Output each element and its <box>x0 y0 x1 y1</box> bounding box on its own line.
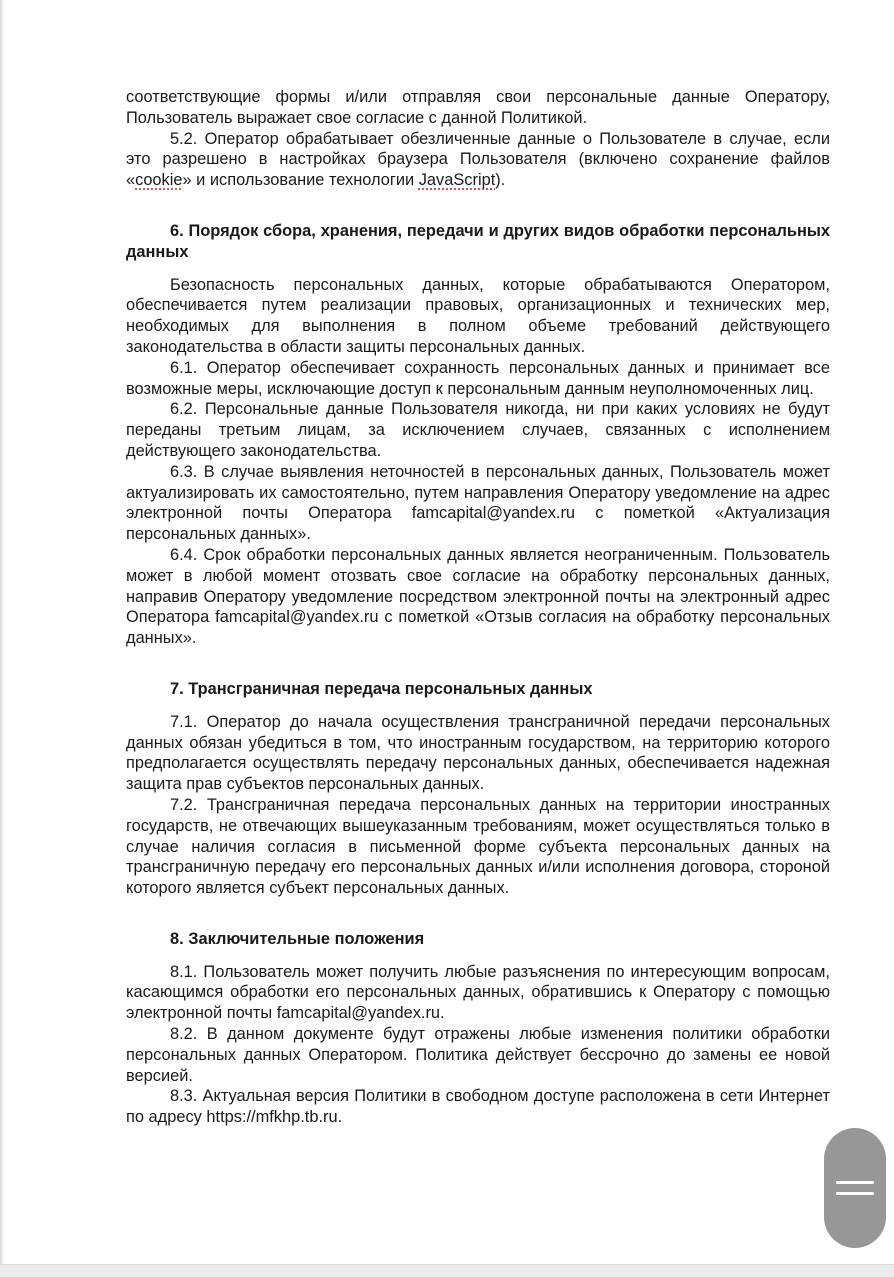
section-heading-7: 7. Трансграничная передача персональных данных <box>170 679 593 698</box>
scroll-handle[interactable] <box>824 1128 886 1248</box>
paragraph-5-2 <box>126 129 830 191</box>
paragraph-7-1: 7.1. Оператор до начала осуществления трансграничной передачи персональных данных обязан убедиться в том, что иностранным государством, на территорию которого предполагается осуществлять передачу персональных данных, обеспечивается надежная защита прав субъектов персональных данных. <box>126 712 830 794</box>
paragraph-consent: соответствующие формы и/или отправляя свои персональные данные Оператору, Пользователь выражает свое согласие с данной Политикой. <box>126 88 830 127</box>
paragraph-6-3: 6.3. В случае выявления неточностей в персональных данных, Пользователь может актуализировать их самостоятельно, путем направления Оператору уведомление на адрес электронной почты Оператора famcapital@yandex.ru с пометкой «Актуализация персональных данных». <box>126 462 830 544</box>
paragraph-5-2-text-a: 5.2. Оператор обрабатывает обезличенные данные о Пользователе в случае, если это разрешено в настройках браузера Пользователя (включено сохранение файлов « <box>126 129 830 190</box>
section-heading-8: 8. Заключительные положения <box>170 929 425 948</box>
paragraph-8-3: 8.3. Актуальная версия Политики в свободном доступе расположена в сети Интернет по адресу https://mfkhp.tb.ru. <box>126 1087 830 1127</box>
paragraph-6-4: 6.4. Срок обработки персональных данных является неограниченным. Пользователь может в любой момент отозвать свое согласие на обработку персональных данных, направив Оператору уведомление посредством электронной почты на электронный адрес Оператора famcapital@yandex.ru с пометкой «Отзыв согласия на обработку персональных данных». <box>126 545 830 648</box>
viewer-bottom-bar <box>0 1264 894 1277</box>
spellcheck-word-javascript[interactable]: JavaScript <box>418 171 496 190</box>
paragraph-5-2-text-c: ). <box>495 171 506 190</box>
page-edge <box>0 0 4 1277</box>
paragraph-8-1: 8.1. Пользователь может получить любые разъяснения по интересующим вопросам, касающимся обработки его персональных данных, обратившись к Оператору с помощью электронной почты famcapital@yandex.ru. <box>126 962 830 1023</box>
section-heading-6: 6. Порядок сбора, хранения, передачи и других видов обработки персональных данных <box>126 221 830 261</box>
paragraph-security: Безопасность персональных данных, которые обрабатываются Оператором, обеспечивается путем реализации правовых, организационных и технических мер, необходимых для выполнения в полном объеме требований действующего законодательства в области защиты персональных данных. <box>126 275 830 356</box>
spellcheck-word-cookie[interactable]: cookie <box>135 171 183 190</box>
paragraph-6-2: 6.2. Персональные данные Пользователя никогда, ни при каких условиях не будут переданы третьим лицам, за исключением случаев, связанных с исполнением действующего законодательства. <box>126 400 830 460</box>
paragraph-6-1: 6.1. Оператор обеспечивает сохранность персональных данных и принимает все возможные меры, исключающие доступ к персональным данным неуполномоченных лиц. <box>126 358 830 398</box>
paragraph-5-2-text-b: » и использование технологии <box>182 171 419 190</box>
paragraph-7-2: 7.2. Трансграничная передача персональных данных на территории иностранных государств, не отвечающих вышеуказанным требованиям, может осуществляться только в случае наличия согласия в письменной форме субъекта персональных данных на трансграничную передачу его персональных данных и/или исполнения договора, стороной которого является субъект персональных данных. <box>126 795 830 898</box>
document-body[interactable] <box>126 87 830 1128</box>
paragraph-8-2: 8.2. В данном документе будут отражены любые изменения политики обработки персональных данных Оператором. Политика действует бессрочно до замены ее новой версией. <box>126 1025 830 1085</box>
